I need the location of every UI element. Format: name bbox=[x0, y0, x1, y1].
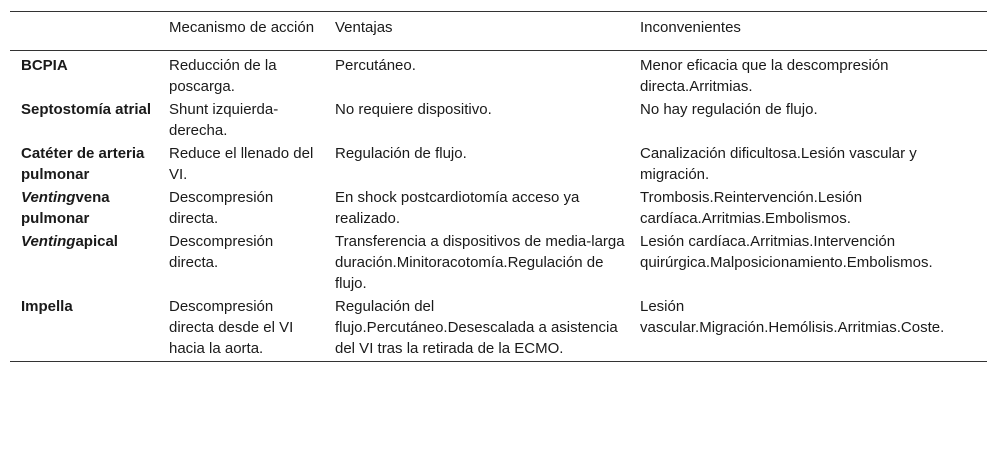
comparison-table-container bbox=[10, 11, 987, 362]
header-mechanism: Mecanismo de acción bbox=[169, 19, 315, 36]
row-name bbox=[10, 99, 169, 143]
table-row bbox=[10, 296, 987, 362]
row-advantages: Transferencia a dispositivos de media-larga duración.Minitoracotomía.Regulación de flujo. bbox=[335, 233, 625, 292]
row-mechanism: Reduce el llenado del VI. bbox=[169, 145, 314, 183]
row-disadvantages: Canalización dificultosa.Lesión vascular y migración. bbox=[640, 145, 917, 183]
table-row bbox=[10, 99, 987, 143]
header-row bbox=[10, 12, 987, 51]
row-disadvantages: No hay regulación de flujo. bbox=[640, 101, 818, 118]
header-blank bbox=[10, 12, 169, 51]
row-name-text: apical bbox=[75, 233, 118, 250]
table-body bbox=[10, 51, 987, 362]
row-name bbox=[10, 296, 169, 362]
row-mechanism: Reducción de la poscarga. bbox=[169, 57, 277, 95]
header-disadvantages: Inconvenientes bbox=[640, 19, 741, 36]
row-disadvantages: Lesión cardíaca.Arritmias.Intervención quirúrgica.Malposicionamiento.Embolismos. bbox=[640, 233, 933, 271]
row-mechanism: Shunt izquierda-derecha. bbox=[169, 101, 279, 139]
row-name bbox=[10, 231, 169, 296]
row-name bbox=[10, 51, 169, 100]
row-advantages: En shock postcardiotomía acceso ya realizado. bbox=[335, 189, 580, 227]
row-name-italic: Venting bbox=[21, 233, 76, 250]
row-name-text: vena pulmonar bbox=[21, 189, 110, 227]
row-name-text: Septostomía atrial bbox=[21, 101, 152, 118]
row-advantages: Percutáneo. bbox=[335, 57, 416, 74]
table-header bbox=[10, 12, 987, 51]
table-row bbox=[10, 231, 987, 296]
comparison-table bbox=[10, 11, 987, 362]
row-name-text: Catéter de arteria pulmonar bbox=[21, 145, 145, 183]
row-mechanism: Descompresión directa. bbox=[169, 233, 274, 271]
row-name-text: Impella bbox=[21, 298, 73, 315]
row-name bbox=[10, 143, 169, 187]
table-row bbox=[10, 51, 987, 100]
row-disadvantages: Trombosis.Reintervención.Lesión cardíaca.Arritmias.Embolismos. bbox=[640, 189, 863, 227]
row-mechanism: Descompresión directa desde el VI hacia la aorta. bbox=[169, 298, 294, 357]
row-name-text: BCPIA bbox=[21, 57, 68, 74]
table-row bbox=[10, 143, 987, 187]
row-mechanism: Descompresión directa. bbox=[169, 189, 274, 227]
row-advantages: No requiere dispositivo. bbox=[335, 101, 492, 118]
row-advantages: Regulación de flujo. bbox=[335, 145, 467, 162]
header-advantages: Ventajas bbox=[335, 19, 393, 36]
row-disadvantages: Lesión vascular.Migración.Hemólisis.Arritmias.Coste. bbox=[640, 298, 945, 336]
row-advantages: Regulación del flujo.Percutáneo.Desescalada a asistencia del VI tras la retirada de la ECMO. bbox=[335, 298, 618, 357]
table-row bbox=[10, 187, 987, 231]
row-name-italic: Venting bbox=[21, 189, 76, 206]
row-name bbox=[10, 187, 169, 231]
row-disadvantages: Menor eficacia que la descompresión directa.Arritmias. bbox=[640, 57, 889, 95]
